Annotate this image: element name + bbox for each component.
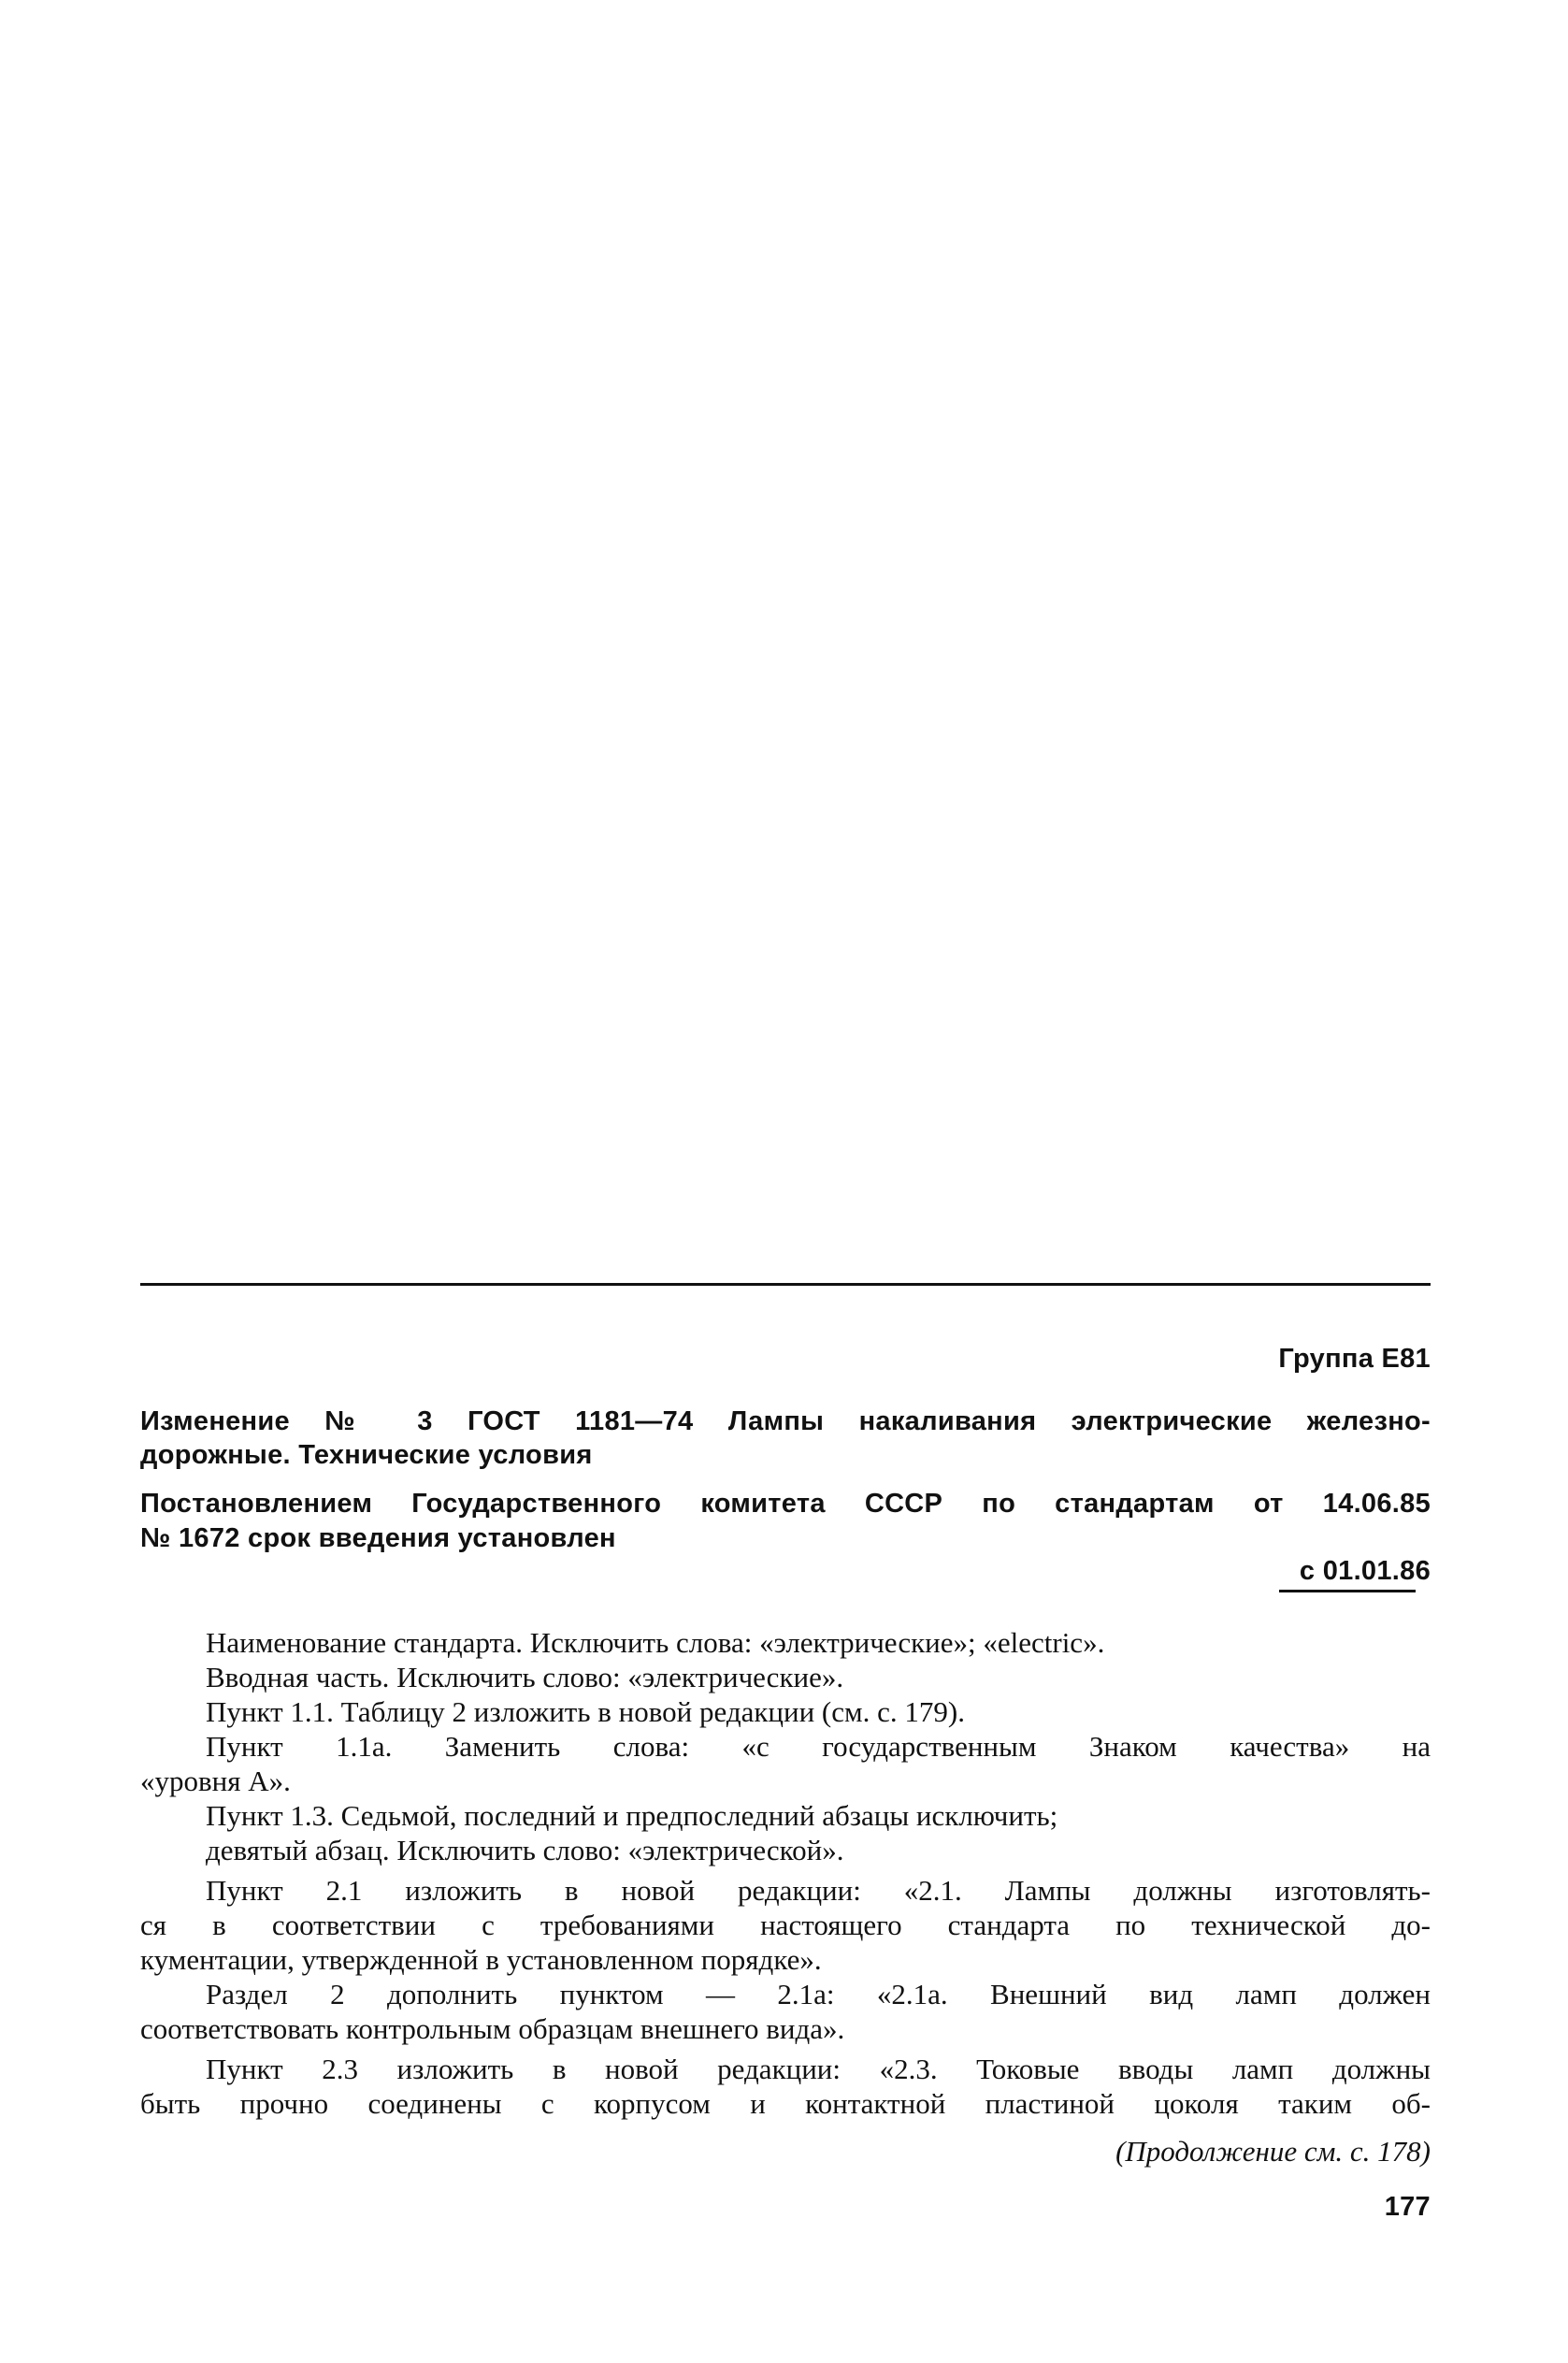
body-line: Раздел 2 дополнить пунктом — 2.1а: «2.1а. Внешний вид ламп должен xyxy=(206,1978,1431,2010)
body-line: Пункт 1.1а. Заменить слова: «с государственным Знаком качества» на xyxy=(206,1730,1431,1763)
body-line: ся в соответствии с требованиями настоящего стандарта по технической до- xyxy=(140,1909,1431,1941)
body-line: Наименование стандарта. Исключить слова: «электрические»; «electric». xyxy=(206,1626,1105,1659)
top-rule xyxy=(140,1283,1431,1286)
body-line: Пункт 1.1. Таблицу 2 изложить в новой редакции (см. с. 179). xyxy=(206,1695,965,1728)
body-line: соответствовать контрольным образцам внешнего вида». xyxy=(140,2012,845,2045)
group-label: Группа Е81 xyxy=(1278,1344,1431,1374)
body-line: Пункт 1.3. Седьмой, последний и предпоследний абзацы исключить; xyxy=(206,1799,1058,1832)
body-line: Пункт 2.1 изложить в новой редакции: «2.1. Лампы должны изготовлять- xyxy=(206,1874,1431,1907)
body-line: быть прочно соединены с корпусом и контактной пластиной цоколя таким об- xyxy=(140,2087,1431,2120)
date-underline xyxy=(1279,1590,1416,1592)
title-line-2: дорожные. Технические условия xyxy=(140,1440,593,1470)
title-line-1: Изменение № 3 ГОСТ 1181—74 Лампы накаливания электрические железно- xyxy=(140,1406,1431,1436)
body-line: «уровня А». xyxy=(140,1765,291,1797)
body-line: девятый абзац. Исключить слово: «электрической». xyxy=(206,1834,844,1866)
decree-line-1: Постановлением Государственного комитета СССР по стандартам от 14.06.85 xyxy=(140,1489,1431,1519)
page-number: 177 xyxy=(1384,2192,1431,2222)
body-line: Пункт 2.3 изложить в новой редакции: «2.3. Токовые вводы ламп должны xyxy=(206,2053,1431,2085)
body-line: Вводная часть. Исключить слово: «электрические». xyxy=(206,1661,844,1693)
continuation-note: (Продолжение см. с. 178) xyxy=(1115,2135,1431,2168)
decree-line-2: № 1672 срок введения установлен xyxy=(140,1523,616,1553)
effective-date: с 01.01.86 xyxy=(1299,1556,1431,1586)
body-line: кументации, утвержденной в установленном порядке». xyxy=(140,1943,822,1976)
